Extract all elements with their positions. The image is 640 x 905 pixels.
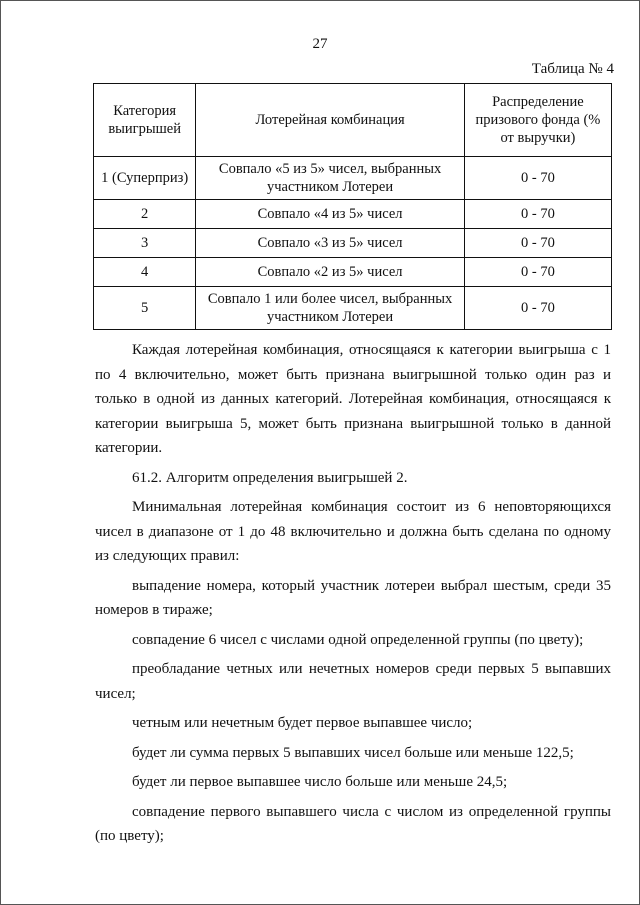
paragraph: Минимальная лотерейная комбинация состоит из 6 неповторяющихся чисел в диапазоне от 1 до 48 включительно и должна быть сделана по одному из следующих правил: [95,499,611,564]
table-row [94,200,612,229]
cell-distribution: 0 - 70 [464,229,611,258]
list-item: четным или нечетным будет первое выпавшее число; [132,715,473,731]
list-item: совпадение первого выпавшего числа с числом из определенной группы (по цвету); [95,803,611,844]
cell-category: 3 [94,229,196,258]
table-row [94,229,612,258]
cell-category: 2 [94,200,196,229]
section-heading: 61.2. Алгоритм определения выигрышей 2. [132,469,408,486]
cell-category: 1 (Суперприз) [94,157,196,200]
cell-distribution: 0 - 70 [464,157,611,200]
page-number: 27 [312,36,328,52]
cell-combination: Совпало «5 из 5» чисел, выбранных участником Лотереи [196,157,465,200]
list-item: выпадение номера, который участник лотереи выбрал шестым, среди 35 номеров в тираже; [95,577,611,618]
table-caption: Таблица № 4 [531,61,614,77]
cell-distribution: 0 - 70 [464,200,611,229]
header-distribution: Распределение призового фонда (% от выручки) [464,84,611,157]
list-item: будет ли сумма первых 5 выпавших чисел больше или меньше 122,5; [132,744,574,761]
header-category: Категория выигрышей [94,84,196,157]
list-item: преобладание четных или нечетных номеров среди первых 5 выпавших чисел; [95,661,611,702]
list-item: будет ли первое выпавшее число больше или меньше 24,5; [132,774,508,790]
table-row [94,287,612,330]
cell-distribution: 0 - 70 [464,258,611,287]
header-combination: Лотерейная комбинация [196,84,465,157]
cell-category: 4 [94,258,196,287]
table-header-row [94,84,612,157]
cell-combination: Совпало «4 из 5» чисел [196,200,465,229]
cell-combination: Совпало «3 из 5» чисел [196,229,465,258]
cell-combination: Совпало «2 из 5» чисел [196,258,465,287]
list-item: совпадение 6 чисел с числами одной определенной группы (по цвету); [132,631,584,648]
cell-distribution: 0 - 70 [464,287,611,330]
table-row [94,258,612,287]
cell-combination: Совпало 1 или более чисел, выбранных участником Лотереи [196,287,465,330]
table-row [94,157,612,200]
paragraph: Каждая лотерейная комбинация, относящаяся к категории выигрыша с 1 по 4 включительно, может быть признана выигрышной только один раз и только в одной из данных категорий. Лотерейная комбинация, относящаяся к категории выигрыша 5, может быть признана выигрышной только в данной категории. [95,342,611,456]
document-body [95,338,611,854]
prize-distribution-table [93,83,612,330]
cell-category: 5 [94,287,196,330]
